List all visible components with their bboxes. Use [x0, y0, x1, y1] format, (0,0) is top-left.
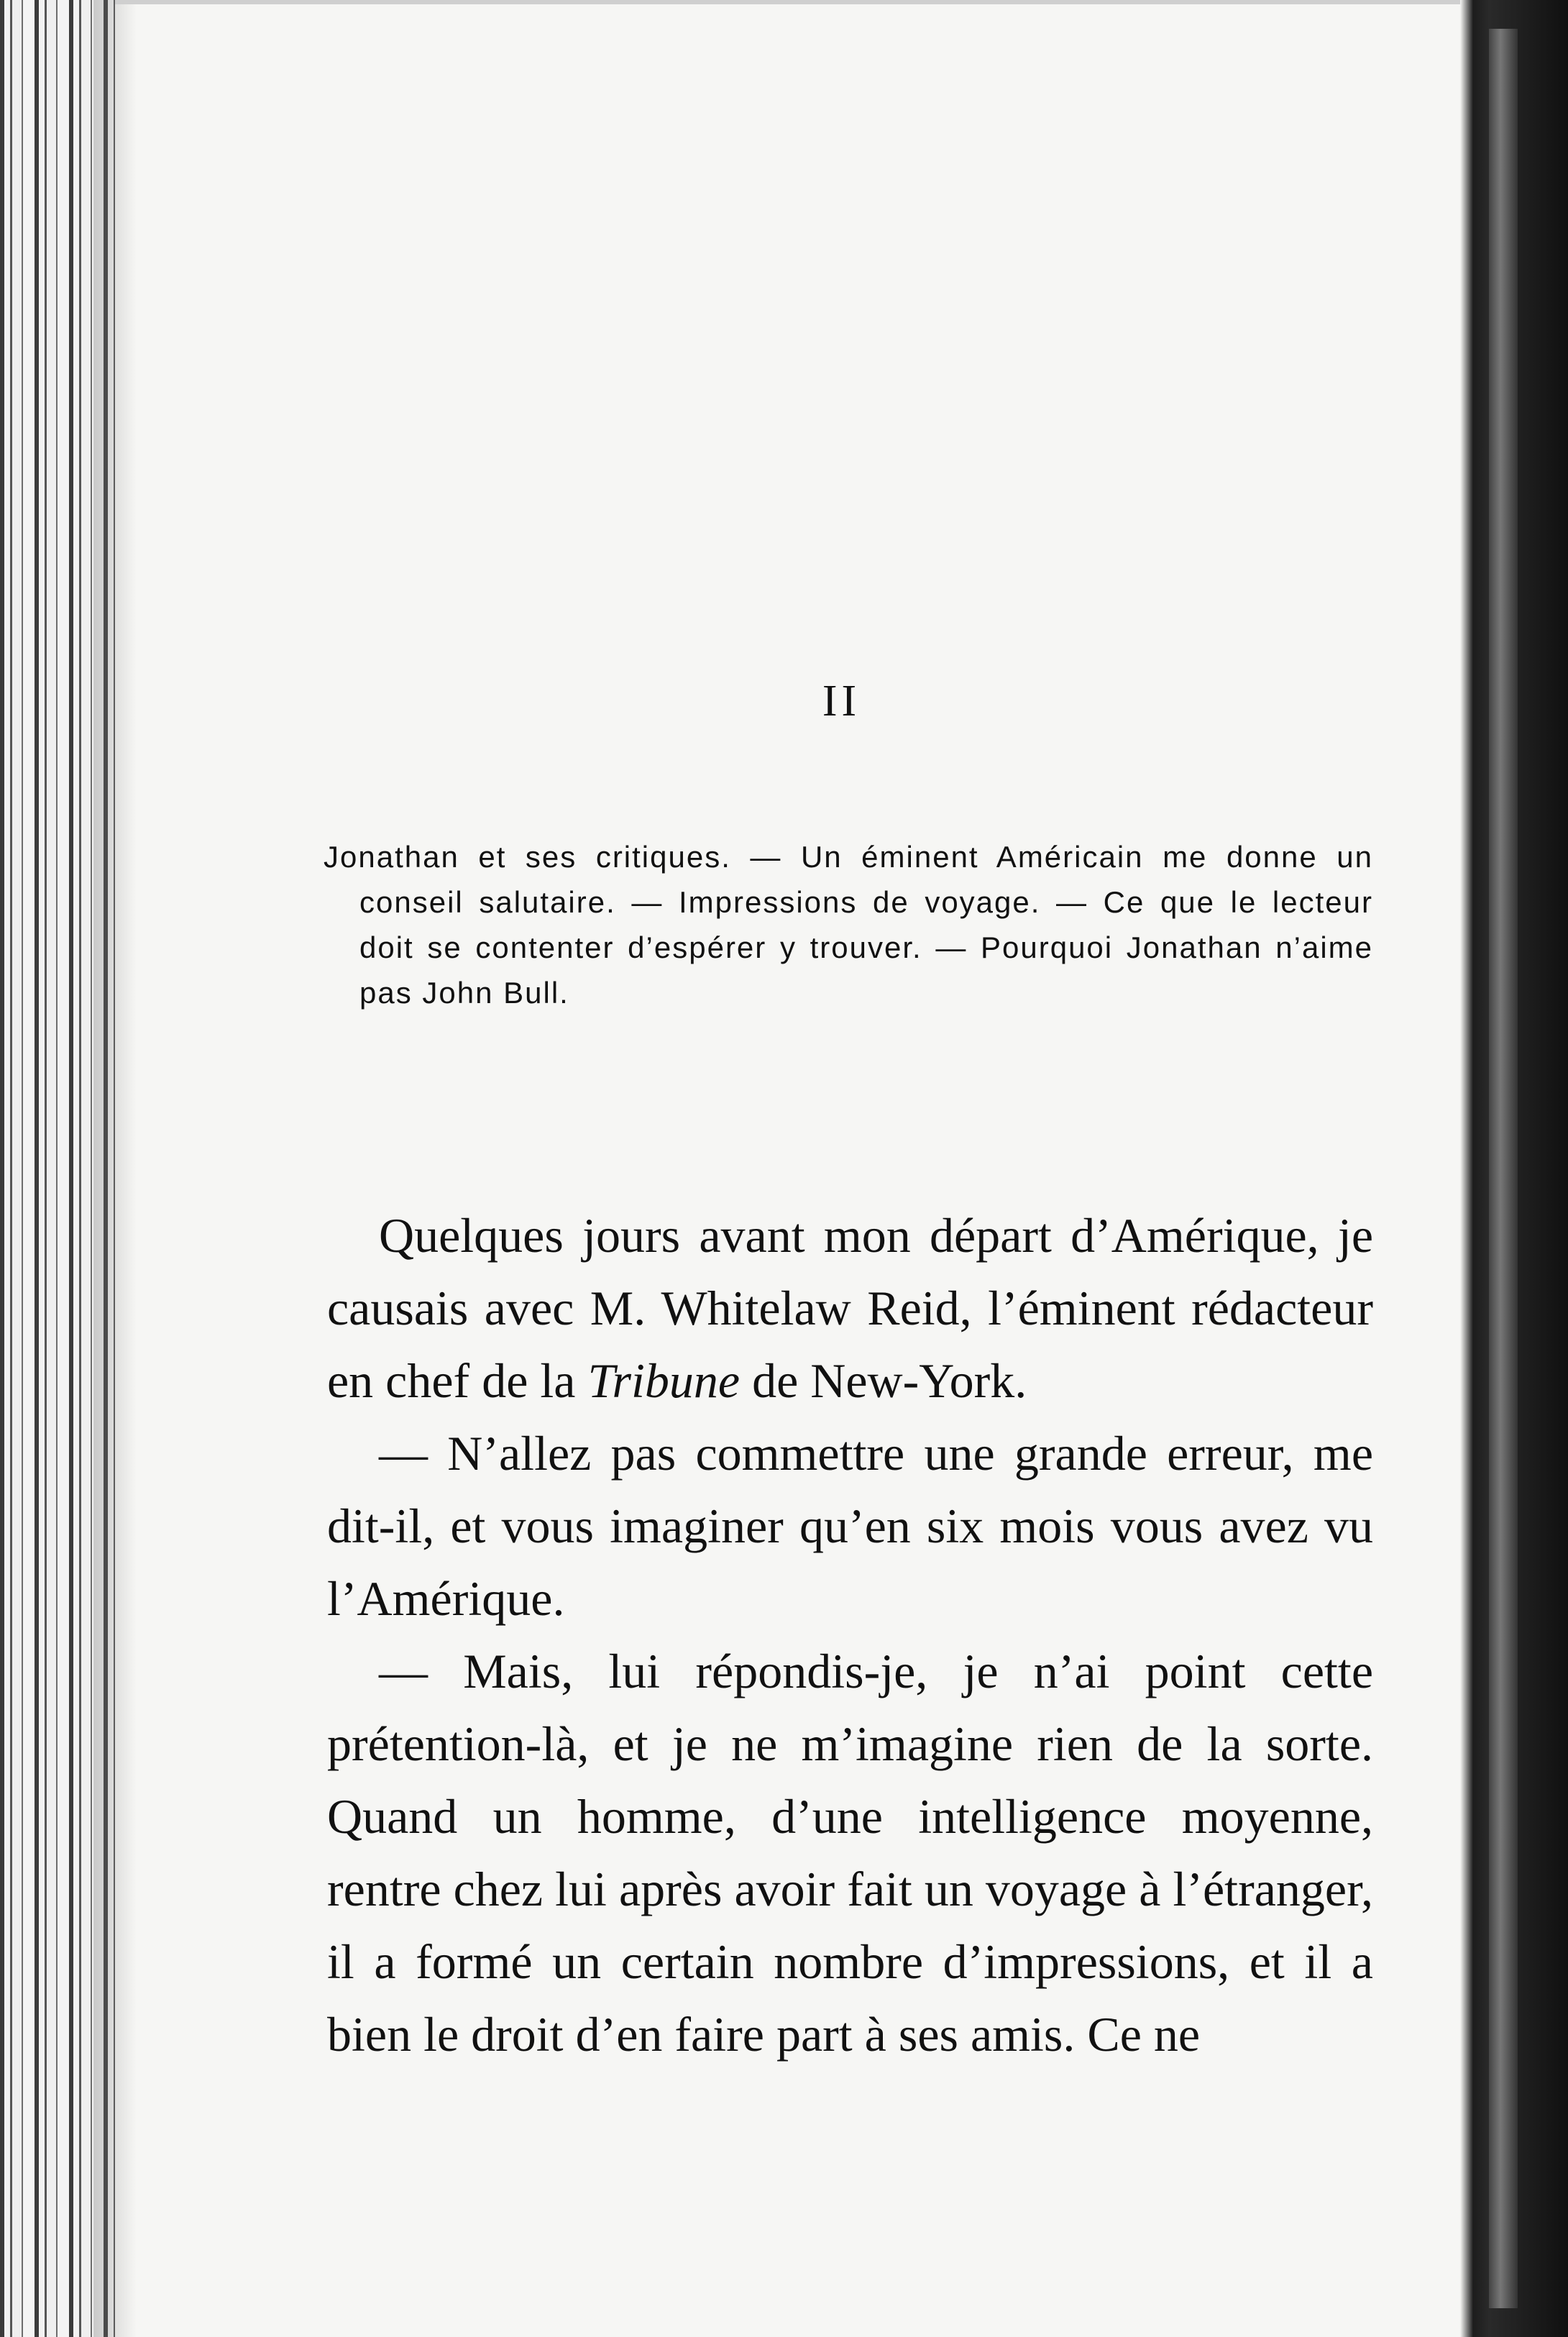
paragraph-1-emphasis: Tribune: [587, 1353, 741, 1408]
paragraph-3: — Mais, lui répondis-je, je n’ai point cette prétention-là, et je ne m’imagine rien de la sorte. Quand un homme, d’une intelligence moyenne, rentre chez lui après avoir fait un voyage à l’étranger, il a formé un certain nombre d’impressions, et il a bien le droit d’en faire part à ses amis. Ce ne: [327, 1644, 1373, 2062]
scan-right-strip: [1489, 29, 1518, 2308]
chapter-summary: [324, 834, 1373, 1015]
paragraph-1-before: Quelques jours avant mon départ d’Amérique, je causais avec M. Whitelaw Reid, l’éminent rédacteur en chef de la: [327, 1208, 1373, 1408]
paragraph-1: [327, 1199, 1373, 1417]
paragraph-1-after: de New-York.: [740, 1353, 1027, 1408]
scan-left-shadow: [93, 0, 137, 2337]
body-text: [327, 1199, 1373, 2071]
paragraph-2: — N’allez pas commettre une grande erreur, me dit-il, et vous imaginer qu’en six mois vous avez vu l’Amérique.: [327, 1426, 1373, 1626]
chapter-number: II: [822, 677, 861, 726]
summary-text: Jonathan et ses critiques. — Un éminent Américain me donne un conseil salutaire. — Impressions de voyage. — Ce que le lecteur doit se contenter d’espérer y trouver. — Pourquoi Jonathan n’aime pas John Bull.: [324, 840, 1373, 1010]
scan-top-edge: [115, 0, 1460, 4]
